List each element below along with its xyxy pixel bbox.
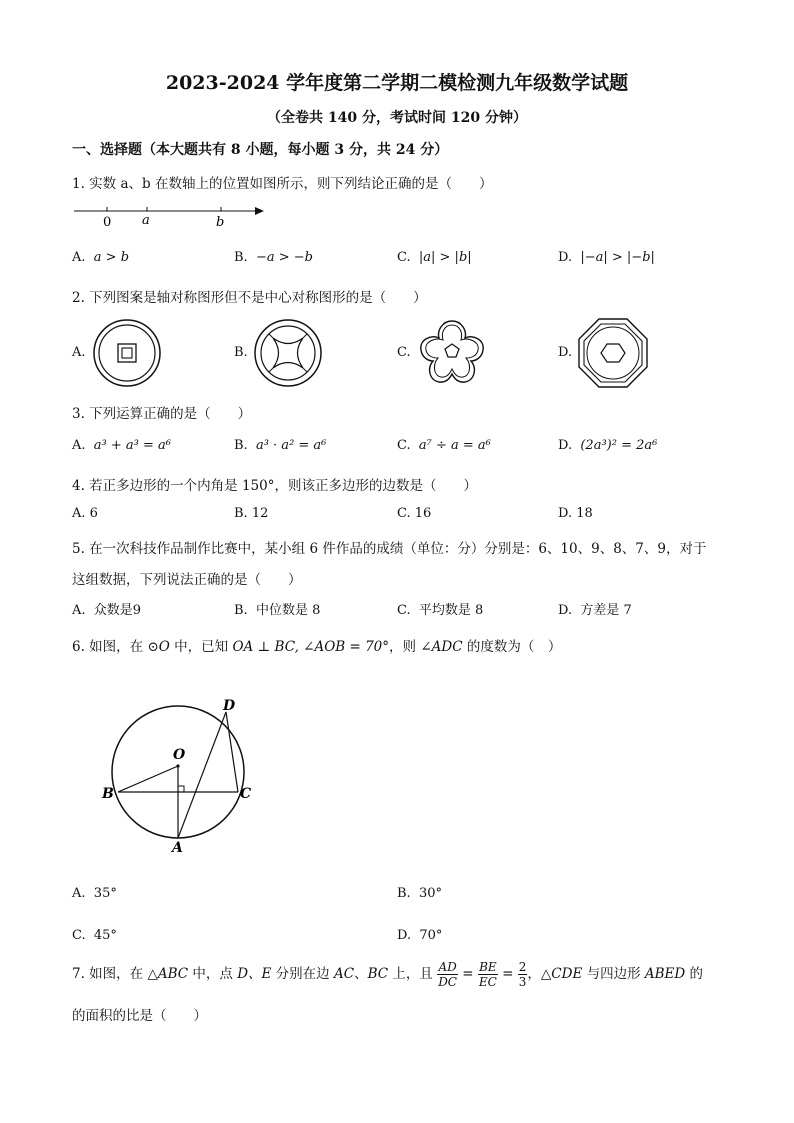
q4-option-b[interactable] [234,506,268,521]
fraction-ad-dc: $\frac{AD}{DC}$ [438,960,457,989]
question-1-stem: 1. 实数 a、b 在数轴上的位置如图所示，则下列结论正确的是（ ） [72,176,493,192]
fraction-be-ec: $\frac{BE}{EC}$ [478,960,497,989]
question-6-stem: 6. 如图，在 ⊙O 中，已知 OA ⊥ BC, ∠AOB = 70°，则 ∠ADC 的度数为（ ） [72,639,562,655]
q3-option-a[interactable] [72,438,171,453]
q5-option-a[interactable] [72,599,141,618]
segment-dc [226,712,238,792]
option-text: |a| > |b| [418,250,472,265]
number-line-arrow [255,207,264,215]
page-subtitle: （全卷共 140 分，考试时间 120 分钟） [267,110,527,126]
q2-option-c-letter[interactable]: C. [397,345,411,360]
q6-option-d[interactable] [397,928,442,943]
q3-option-c[interactable] [397,438,491,453]
option-text: 70° [419,928,443,943]
question-7-stem-line2: 的面积的比是（ ） [72,1008,207,1024]
question-3-stem: 3. 下列运算正确的是（ ） [72,406,252,422]
option-letter: B. [234,603,248,618]
coin-square-hole-icon [92,318,162,388]
q4-option-a[interactable] [72,506,98,521]
option-text: |−a| > |−b| [580,250,655,265]
number-line-label-b: b [216,215,225,230]
option-letter: C. [397,603,411,618]
option-letter: C. [397,506,411,521]
q5-option-c[interactable] [397,599,483,618]
q5-option-d[interactable] [558,599,632,618]
option-letter: C. [397,438,411,453]
number-line-label-a: a [142,213,150,228]
q6-option-b[interactable] [397,886,442,901]
option-text: 45° [93,928,117,943]
right-angle-mark [178,786,184,792]
option-letter: A. [72,506,86,521]
q2-option-d-letter[interactable]: D. [558,345,573,360]
option-text: 30° [418,886,442,901]
flower-pentagon-icon [415,316,489,388]
option-text: 6 [89,506,98,521]
option-letter: D. [558,438,573,453]
point-label-o: O [173,747,186,763]
option-letter: D. [558,506,573,521]
option-letter: B. [234,250,248,265]
option-text: 18 [576,506,593,521]
q3-option-b[interactable] [234,438,326,453]
q2-option-b-letter[interactable]: B. [234,345,248,360]
option-text: a³ + a³ = a⁶ [93,438,171,453]
number-line-figure [70,200,270,232]
q1-option-a[interactable] [72,250,129,265]
option-text: 12 [251,506,269,521]
q1-option-b[interactable] [234,250,313,265]
number-line-label-0: 0 [103,215,112,230]
option-letter: B. [397,886,411,901]
q5-option-b[interactable] [234,599,320,618]
option-text: a³ · a² = a⁶ [255,438,327,453]
option-text: 平均数是 8 [418,603,484,618]
segment-ob [118,766,178,792]
option-text: (2a³)² = 2a⁶ [580,438,658,453]
question-5-stem: 5. 在一次科技作品制作比赛中，某小组 6 件作品的成绩（单位：分）分别是：6、10、9、8、7、9，对于 [72,541,707,557]
point-label-d: D [223,698,236,714]
option-letter: A. [72,603,86,618]
option-letter: A. [72,438,86,453]
point-label-c: C [240,786,252,802]
option-letter: D. [397,928,412,943]
option-text: 16 [414,506,432,521]
segment-ad [178,712,226,838]
q3-option-d[interactable] [558,438,657,453]
option-letter: A. [72,250,86,265]
q1-option-c[interactable] [397,250,472,265]
section-heading: 一、选择题（本大题共有 8 小题，每小题 3 分，共 24 分） [72,142,449,158]
option-letter: A. [72,886,86,901]
option-text: 中位数是 8 [255,603,321,618]
point-label-a: A [172,840,183,854]
question-2-stem: 2. 下列图案是轴对称图形但不是中心对称图形的是（ ） [72,290,427,306]
q4-option-d[interactable] [558,506,593,521]
option-letter: D. [558,250,573,265]
option-text: −a > −b [255,250,313,265]
octagon-hexagon-icon [576,316,650,390]
point-label-b: B [102,786,114,802]
q4-option-c[interactable] [397,506,431,521]
q2-option-a-letter[interactable]: A. [72,345,86,360]
option-letter: C. [72,928,86,943]
option-text: a⁷ ÷ a = a⁶ [418,438,491,453]
option-text: 众数是9 [93,603,142,618]
option-letter: C. [397,250,411,265]
q1-option-d[interactable] [558,250,655,265]
page-title: 2023-2024 学年度第二学期二模检测九年级数学试题 [165,72,629,94]
q6-option-c[interactable] [72,928,117,943]
circle-geometry-figure [96,696,266,854]
question-7-stem: 7. 如图，在 △ABC 中，点 D、E 分别在边 AC、BC 上，且 $\frac{AD}{DC}$ = $\frac{BE}{EC}$ = $\frac{2}{3}$ ，△CDE 与四边形 ABED 的 [72,960,704,989]
question-4-stem: 4. 若正多边形的一个内角是 150°，则该正多边形的边数是（ ） [72,478,477,494]
option-letter: B. [234,506,248,521]
coin-curved-star-icon [253,318,323,388]
option-text: 方差是 7 [580,603,632,618]
option-letter: D. [558,603,573,618]
q6-option-a[interactable] [72,886,117,901]
question-5-stem-line2: 这组数据，下列说法正确的是（ ） [72,572,302,588]
fraction-two-thirds: $\frac{2}{3}$ [518,960,527,989]
option-text: a > b [93,250,130,265]
option-letter: B. [234,438,248,453]
option-text: 35° [93,886,117,901]
